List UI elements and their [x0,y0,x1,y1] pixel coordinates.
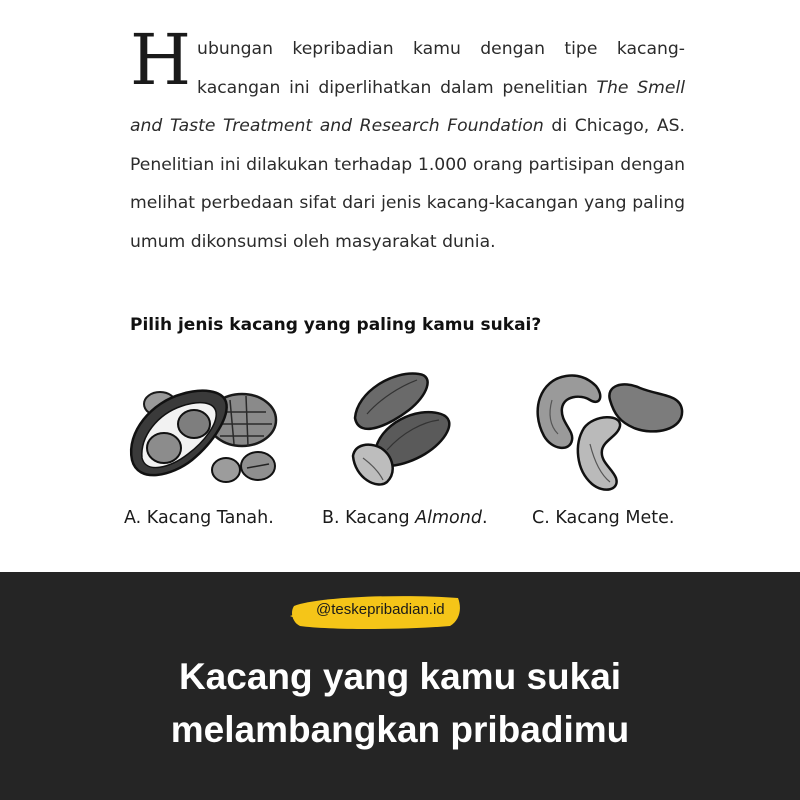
option-a-label: A. Kacang Tanah. [124,508,274,528]
handle-badge [290,592,462,630]
intro-text-1: ubungan kepribadian kamu dengan tipe kacang-kacangan ini diperlihatkan dalam penelitian [197,39,685,98]
headline-line-2: melambangkan pribadimu [170,709,630,750]
option-b-label: B. Kacang Almond. [322,508,488,528]
intro-foundation-name: The Smell and Taste Treatment and Research Foundation [130,77,685,137]
intro-text-2: di Chicago, AS. Penelitian ini dilakukan terhadap 1.000 orang partisipan dengan melihat perbedaan sifat dari jenis kacang-kacangan yang paling umum dikonsumsi oleh masyarakat dunia. [130,116,685,252]
headline-line-1: Kacang yang kamu sukai [178,656,622,697]
banner [0,572,800,800]
peanut-illustration [122,372,292,497]
question: Pilih jenis kacang yang paling kamu sukai? [130,315,542,335]
intro-paragraph [130,19,685,262]
option-c-label: C. Kacang Mete. [532,508,675,528]
cashew-illustration [530,370,690,498]
dropcap: H [130,19,192,101]
almond-illustration [345,368,465,494]
handle-text: @teskepribadian.id [316,601,445,618]
